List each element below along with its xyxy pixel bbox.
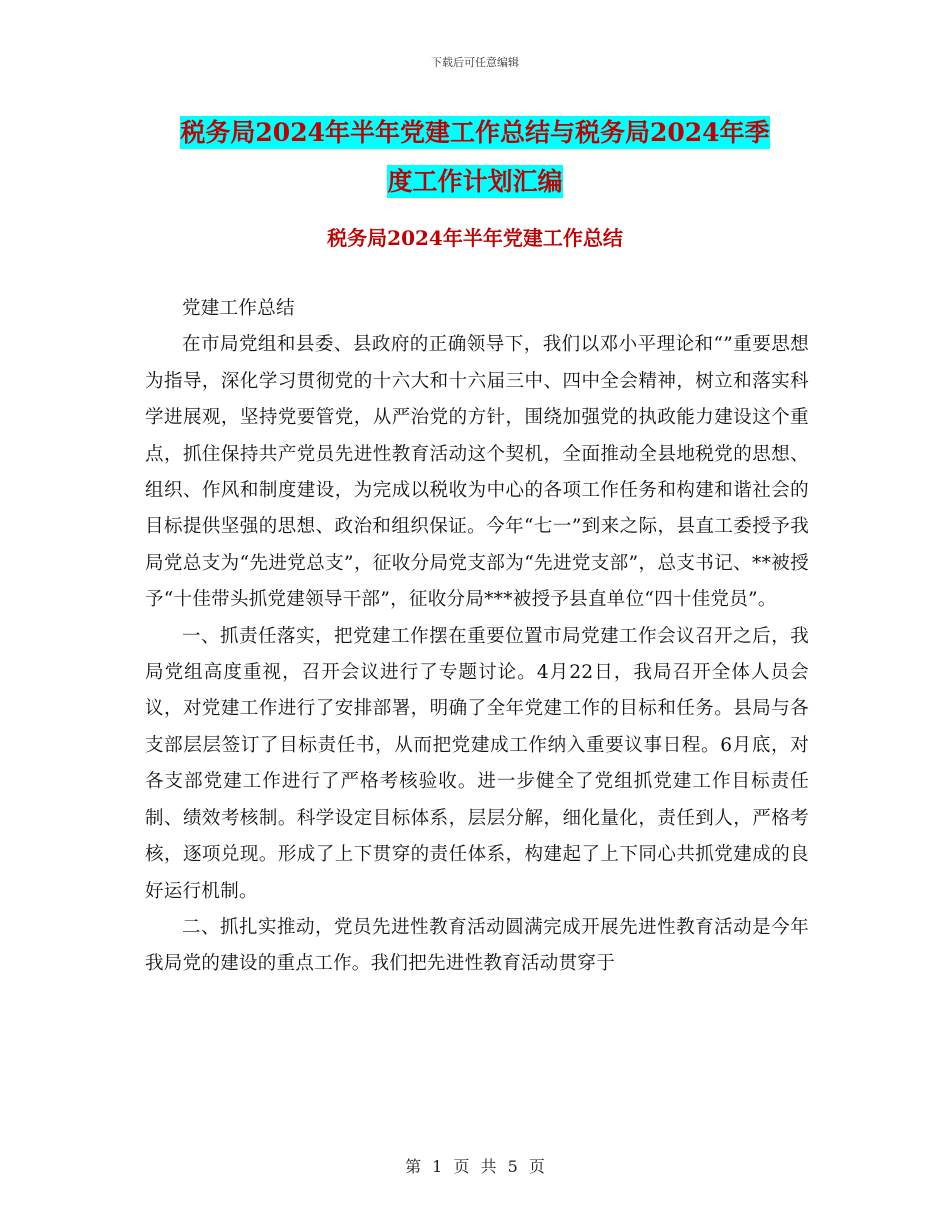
section-title: 税务局2024年半年党建工作总结: [327, 226, 623, 250]
document-title: [145, 108, 805, 206]
title-highlight-1: 税务局2024年半年党建工作总结与税务局2024年季: [180, 118, 770, 147]
body-text: [145, 291, 809, 983]
paragraph-heading: 党建工作总结: [182, 298, 295, 319]
page-number: 第 1 页 共 5 页: [405, 1157, 545, 1176]
title-highlight-2: 度工作计划汇编: [387, 167, 563, 196]
document-title-line-2: [145, 157, 805, 206]
header-note: 下载后可任意编辑: [431, 56, 519, 69]
paragraph-section-2: 二、抓扎实推动，党员先进性教育活动圆满完成开展先进性教育活动是今年我局党的建设的重点工作。我们把先进性教育活动贯穿于: [145, 916, 809, 975]
paragraph-section-1: 一、抓责任落实，把党建工作摆在重要位置市局党建工作会议召开之后，我局党组高度重视，召开会议进行了专题讨论。4月22日，我局召开全体人员会议，对党建工作进行了安排部署，明确了全年党建工作的目标和任务。县局与各支部层层签订了目标责任书，从而把党建成工作纳入重要议事日程。6月底，对各支部党建工作进行了严格考核验收。进一步健全了党组抓党建工作目标责任制、绩效考核制。科学设定目标体系，层层分解，细化量化，责任到人，严格考核，逐项兑现。形成了上下贯穿的责任体系，构建起了上下同心共抓党建成的良好运行机制。: [145, 625, 809, 902]
paragraph-intro: 在市局党组和县委、县政府的正确领导下，我们以邓小平理论和“”重要思想为指导，深化学习贯彻党的十六大和十六届三中、四中全会精神，树立和落实科学进展观，坚持党要管党，从严治党的方针，围绕加强党的执政能力建设这个重点，抓住保持共产党员先进性教育活动这个契机，全面推动全县地税党的思想、组织、作风和制度建设，为完成以税收为中心的各项工作任务和构建和谐社会的目标提供坚强的思想、政治和组织保证。今年“七一”到来之际，县直工委授予我局党总支为“先进党总支”，征收分局党支部为“先进党支部”，总支书记、**被授予“十佳带头抓党建领导干部”，征收分局***被授予县直单位“四十佳党员”。: [145, 334, 809, 611]
document-title-line-1: [145, 108, 805, 157]
